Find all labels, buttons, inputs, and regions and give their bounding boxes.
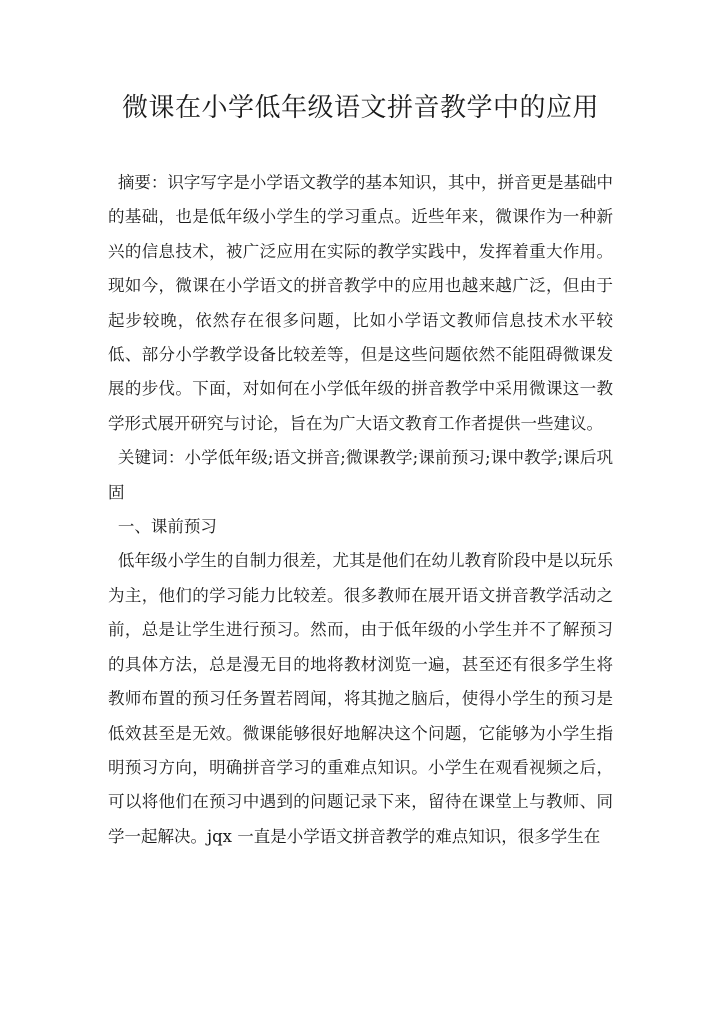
abstract-paragraph: 摘要：识字写字是小学语文教学的基本知识，其中，拼音更是基础中的基础，也是低年级小学生的学习重点。近些年来，微课作为一种新兴的信息技术，被广泛应用在实际的教学实践中，发挥着重大作用。现如今，微课在小学语文的拼音教学中的应用也越来越广泛，但由于起步较晚，依然存在很多问题，比如小学语文教师信息技术水平较低、部分小学教学设备比较差等，但是这些问题依然不能阻碍微课发展的步伐。下面，对如何在小学低年级的拼音教学中采用微课这一教学形式展开研究与讨论，旨在为广大语文教育工作者提供一些建议。 bbox=[108, 173, 613, 433]
section-paragraph-preview: 低年级小学生的自制力很差，尤其是他们在幼儿教育阶段中是以玩乐为主，他们的学习能力比较差。很多教师在展开语文拼音教学活动之前，总是让学生进行预习。然而，由于低年级的小学生并不了解预习的具体方法，总是漫无目的地将教材浏览一遍，甚至还有很多学生将教师布置的预习任务置若罔闻，将其抛之脑后，使得小学生的预习是低效甚至是无效。微课能够很好地解决这个问题，它能够为小学生指明预习方向，明确拼音学习的重难点知识。小学生在观看视频之后，可以将他们在预习中遇到的问题记录下来，留待在课堂上与教师、同学一起解决。jqx 一直是小学语文拼音教学的难点知识，很多学生在 bbox=[108, 551, 613, 846]
document-title: 微课在小学低年级语文拼音教学中的应用 bbox=[121, 93, 599, 123]
keywords-paragraph: 关键词：小学低年级;语文拼音;微课教学;课前预习;课中教学;课后巩固 bbox=[108, 448, 613, 502]
document-body bbox=[108, 166, 613, 854]
section-heading-preview: 一、课前预习 bbox=[117, 517, 217, 537]
